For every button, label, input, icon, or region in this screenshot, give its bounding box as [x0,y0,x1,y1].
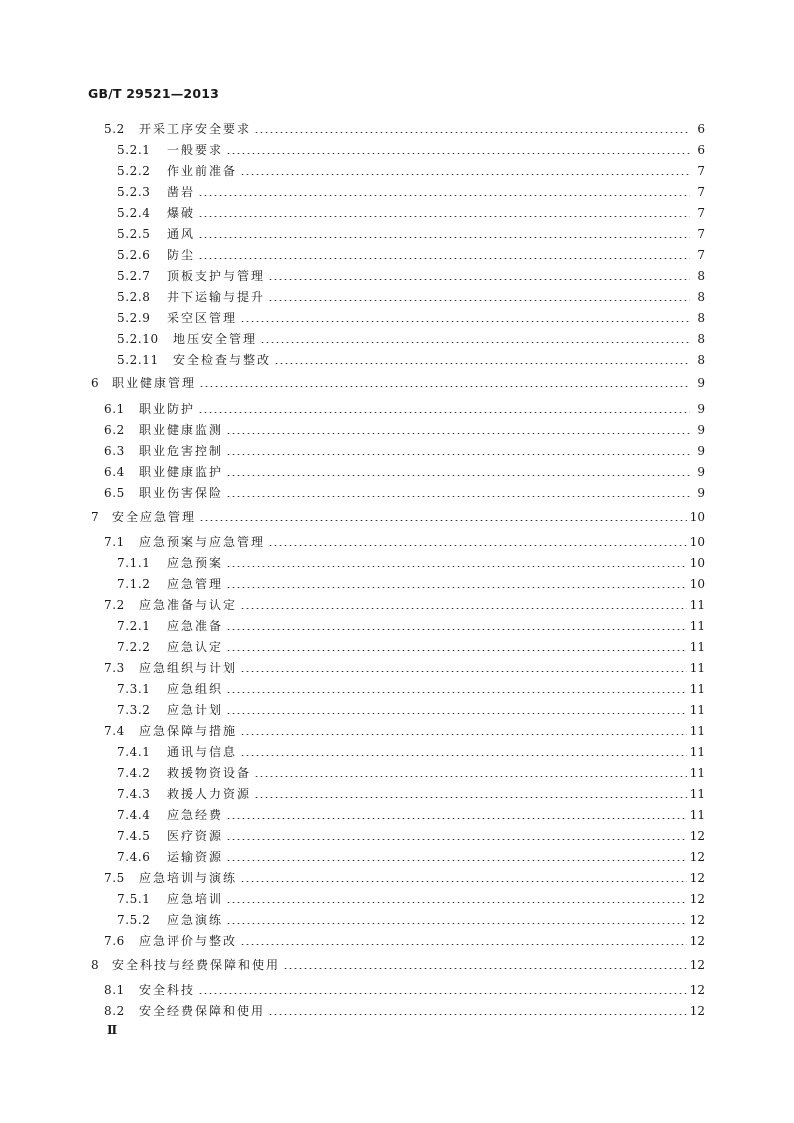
toc-entry-page: 12 [689,1004,705,1018]
toc-entry-page: 8 [697,311,705,325]
toc-entry[interactable] [117,639,705,655]
toc-entry-title: 职业防护 [139,402,196,416]
toc-entry-title: 安全检查与整改 [173,353,272,367]
toc-entry[interactable] [117,310,705,326]
dot-leader [240,755,687,756]
dot-leader [226,839,687,840]
toc-entry-page: 9 [697,423,705,437]
toc-entry[interactable] [117,289,705,305]
toc-entry-number: 5.2.10 [117,332,159,346]
toc-entry[interactable] [117,331,705,347]
toc-entry-title: 井下运输与提升 [167,290,266,304]
toc-entry-page: 11 [689,745,705,759]
toc-entry-page: 11 [689,766,705,780]
toc-entry-number: 6.3 [104,444,125,458]
toc-entry-title: 应急培训 [167,892,224,906]
toc-entry-number: 5.2.11 [117,353,159,367]
toc-entry[interactable] [117,618,705,634]
toc-entry-number: 7.2.2 [117,640,151,654]
toc-entry-number: 7.3.1 [117,682,151,696]
toc-entry[interactable] [91,509,705,525]
toc-entry-title: 应急管理 [167,577,224,591]
dot-leader [226,433,690,434]
toc-entry-title: 安全科技 [139,983,196,997]
toc-entry[interactable] [104,422,705,438]
toc-entry-number: 6.4 [104,465,125,479]
toc-entry[interactable] [104,597,705,613]
toc-entry-number: 7 [91,510,100,524]
toc-entry-number: 7.5.2 [117,913,151,927]
toc-entry-title: 采空区管理 [167,311,238,325]
toc-entry-page: 9 [697,486,705,500]
toc-entry-number: 7.1.2 [117,577,151,591]
dot-leader [226,818,687,819]
toc-entry[interactable] [104,401,705,417]
toc-entry[interactable] [104,464,705,480]
toc-entry-title: 应急培训与演练 [139,871,238,885]
toc-entry-page: 7 [697,164,705,178]
toc-entry-number: 5.2.9 [117,311,151,325]
toc-entry-title: 应急准备 [167,619,224,633]
dot-leader [240,734,687,735]
toc-entry-number: 6.1 [104,402,125,416]
toc-entry-page: 8 [697,353,705,367]
toc-entry-page: 11 [689,619,705,633]
toc-entry-number: 5.2.1 [117,143,151,157]
toc-entry-page: 12 [689,892,705,906]
toc-entry-title: 应急认定 [167,640,224,654]
dot-leader [198,993,687,994]
toc-entry-title: 应急准备与认定 [139,598,238,612]
toc-entry-number: 5.2.7 [117,269,151,283]
toc-entry-page: 11 [689,640,705,654]
toc-entry-title: 应急保障与措施 [139,724,238,738]
toc-entry-title: 应急预案与应急管理 [139,535,266,549]
toc-entry-page: 9 [697,376,705,390]
toc-entry-page: 7 [697,248,705,262]
dot-leader [260,342,690,343]
toc-entry-title: 开采工序安全要求 [139,122,252,136]
toc-entry-page: 8 [697,269,705,283]
dot-leader [240,881,687,882]
dot-leader [198,237,690,238]
toc-entry-number: 7.1 [104,535,125,549]
dot-leader [198,412,690,413]
toc-entry-page: 11 [689,661,705,675]
dot-leader [226,475,690,476]
toc-entry[interactable] [91,957,705,973]
toc-entry[interactable] [117,807,705,823]
dot-leader [274,363,690,364]
toc-entry-page: 10 [689,556,705,570]
toc-entry-page: 11 [689,598,705,612]
toc-entry[interactable] [117,352,705,368]
dot-leader [226,713,687,714]
document-code: GB/T 29521—2013 [88,86,220,101]
toc-entry-page: 6 [697,122,705,136]
toc-entry-title: 职业危害控制 [139,444,224,458]
toc-entry-number: 7.4.5 [117,829,151,843]
dot-leader [226,629,687,630]
dot-leader [283,968,687,969]
toc-entry-title: 运输资源 [167,850,224,864]
toc-entry[interactable] [117,163,705,179]
toc-entry-number: 7.3.2 [117,703,151,717]
toc-entry[interactable] [117,765,705,781]
toc-entry-title: 应急演练 [167,913,224,927]
toc-entry-page: 12 [689,958,705,972]
toc-entry-number: 7.5.1 [117,892,151,906]
toc-entry-number: 6.2 [104,423,125,437]
dot-leader [254,776,687,777]
dot-leader [254,132,690,133]
toc-entry-page: 11 [689,682,705,696]
toc-entry[interactable] [117,576,705,592]
dot-leader [226,902,687,903]
toc-entry-title: 顶板支护与管理 [167,269,266,283]
toc-entry-page: 12 [689,934,705,948]
toc-entry-number: 7.4 [104,724,125,738]
dot-leader [199,386,690,387]
toc-entry-title: 安全经费保障和使用 [139,1004,266,1018]
toc-entry-title: 凿岩 [167,185,196,199]
toc-entry[interactable] [117,891,705,907]
toc-entry-number: 5.2.6 [117,248,151,262]
toc-entry-page: 11 [689,787,705,801]
toc-entry-number: 6.5 [104,486,125,500]
toc-entry-number: 7.4.2 [117,766,151,780]
dot-leader [226,454,690,455]
toc-entry-title: 救援物资设备 [167,766,252,780]
toc-entry-page: 12 [689,850,705,864]
toc-entry-number: 7.3 [104,661,125,675]
toc-entry-page: 7 [697,206,705,220]
toc-entry[interactable] [91,375,705,391]
toc-entry-number: 7.5 [104,871,125,885]
dot-leader [268,300,690,301]
toc-entry-page: 8 [697,332,705,346]
toc-entry-page: 9 [697,444,705,458]
dot-leader [268,1014,687,1015]
dot-leader [226,650,687,651]
toc-entry-page: 11 [689,724,705,738]
toc-entry[interactable] [117,681,705,697]
dot-leader [226,496,690,497]
toc-entry[interactable] [104,870,705,886]
toc-entry-title: 应急预案 [167,556,224,570]
toc-entry-number: 7.1.1 [117,556,151,570]
toc-entry-title: 一般要求 [167,143,224,157]
dot-leader [226,923,687,924]
toc-entry-title: 防尘 [167,248,196,262]
toc-entry-title: 安全应急管理 [112,510,197,524]
dot-leader [198,216,690,217]
toc-entry[interactable] [104,982,705,998]
toc-entry-page: 12 [689,913,705,927]
dot-leader [198,195,690,196]
toc-entry-number: 5.2.3 [117,185,151,199]
toc-entry-page: 8 [697,290,705,304]
dot-leader [198,258,690,259]
toc-entry-title: 职业健康监护 [139,465,224,479]
toc-entry-page: 6 [697,143,705,157]
dot-leader [199,520,687,521]
toc-entry-number: 5.2.5 [117,227,151,241]
page-number: Ⅱ [107,1023,117,1037]
toc-entry-number: 7.4.4 [117,808,151,822]
toc-entry-number: 7.4.1 [117,745,151,759]
toc-entry[interactable] [104,121,705,137]
toc-entry-page: 10 [689,535,705,549]
toc-entry-number: 5.2.4 [117,206,151,220]
toc-entry-page: 12 [689,983,705,997]
toc-entry-number: 7.4.3 [117,787,151,801]
toc-entry[interactable] [117,786,705,802]
dot-leader [226,566,687,567]
toc-entry[interactable] [104,1003,705,1019]
toc-entry-page: 10 [689,510,705,524]
dot-leader [226,587,687,588]
toc-entry[interactable] [104,723,705,739]
toc-entry[interactable] [117,849,705,865]
toc-entry-page: 9 [697,465,705,479]
toc-entry-title: 应急经费 [167,808,224,822]
dot-leader [240,671,687,672]
toc-entry-number: 8 [91,958,100,972]
toc-entry-page: 12 [689,871,705,885]
toc-entry[interactable] [104,485,705,501]
toc-entry-title: 通讯与信息 [167,745,238,759]
toc-entry-title: 应急评价与整改 [139,934,238,948]
dot-leader [240,321,690,322]
toc-entry-number: 5.2 [104,122,125,136]
toc-entry-page: 9 [697,402,705,416]
toc-entry-title: 职业伤害保险 [139,486,224,500]
toc-entry-title: 安全科技与经费保障和使用 [112,958,281,972]
toc-entry-page: 7 [697,227,705,241]
toc-entry-number: 7.2.1 [117,619,151,633]
toc-entry-number: 7.2 [104,598,125,612]
toc-entry-page: 10 [689,577,705,591]
toc-entry-number: 7.6 [104,934,125,948]
toc-entry-title: 应急组织与计划 [139,661,238,675]
toc-entry[interactable] [104,443,705,459]
toc-entry[interactable] [117,205,705,221]
toc-entry-page: 12 [689,829,705,843]
toc-entry[interactable] [117,702,705,718]
toc-entry[interactable] [117,247,705,263]
toc-entry-number: 7.4.6 [117,850,151,864]
toc-entry-page: 11 [689,808,705,822]
dot-leader [240,174,690,175]
toc-entry-number: 5.2.8 [117,290,151,304]
toc-entry[interactable] [117,555,705,571]
toc-entry-number: 8.1 [104,983,125,997]
dot-leader [226,860,687,861]
toc-entry[interactable] [117,268,705,284]
toc-entry-title: 应急组织 [167,682,224,696]
toc-entry-page: 11 [689,703,705,717]
dot-leader [240,608,687,609]
toc-entry[interactable] [117,142,705,158]
toc-entry-title: 通风 [167,227,196,241]
toc-entry-title: 医疗资源 [167,829,224,843]
toc-entry[interactable] [117,912,705,928]
toc-entry[interactable] [117,226,705,242]
dot-leader [268,279,690,280]
toc-entry[interactable] [117,828,705,844]
toc-entry[interactable] [104,933,705,949]
toc-entry-title: 职业健康管理 [112,376,197,390]
dot-leader [226,153,690,154]
toc-entry-title: 作业前准备 [167,164,238,178]
dot-leader [226,692,687,693]
dot-leader [254,797,687,798]
toc-entry[interactable] [117,744,705,760]
dot-leader [268,545,687,546]
toc-entry-number: 6 [91,376,100,390]
toc-entry-page: 7 [697,185,705,199]
toc-entry-title: 救援人力资源 [167,787,252,801]
toc-entry-number: 8.2 [104,1004,125,1018]
toc-entry-number: 5.2.2 [117,164,151,178]
toc-entry-title: 地压安全管理 [173,332,258,346]
toc-entry-title: 应急计划 [167,703,224,717]
toc-entry-title: 职业健康监测 [139,423,224,437]
toc-entry[interactable] [104,534,705,550]
dot-leader [240,944,687,945]
toc-entry-title: 爆破 [167,206,196,220]
toc-entry[interactable] [117,184,705,200]
toc-entry[interactable] [104,660,705,676]
